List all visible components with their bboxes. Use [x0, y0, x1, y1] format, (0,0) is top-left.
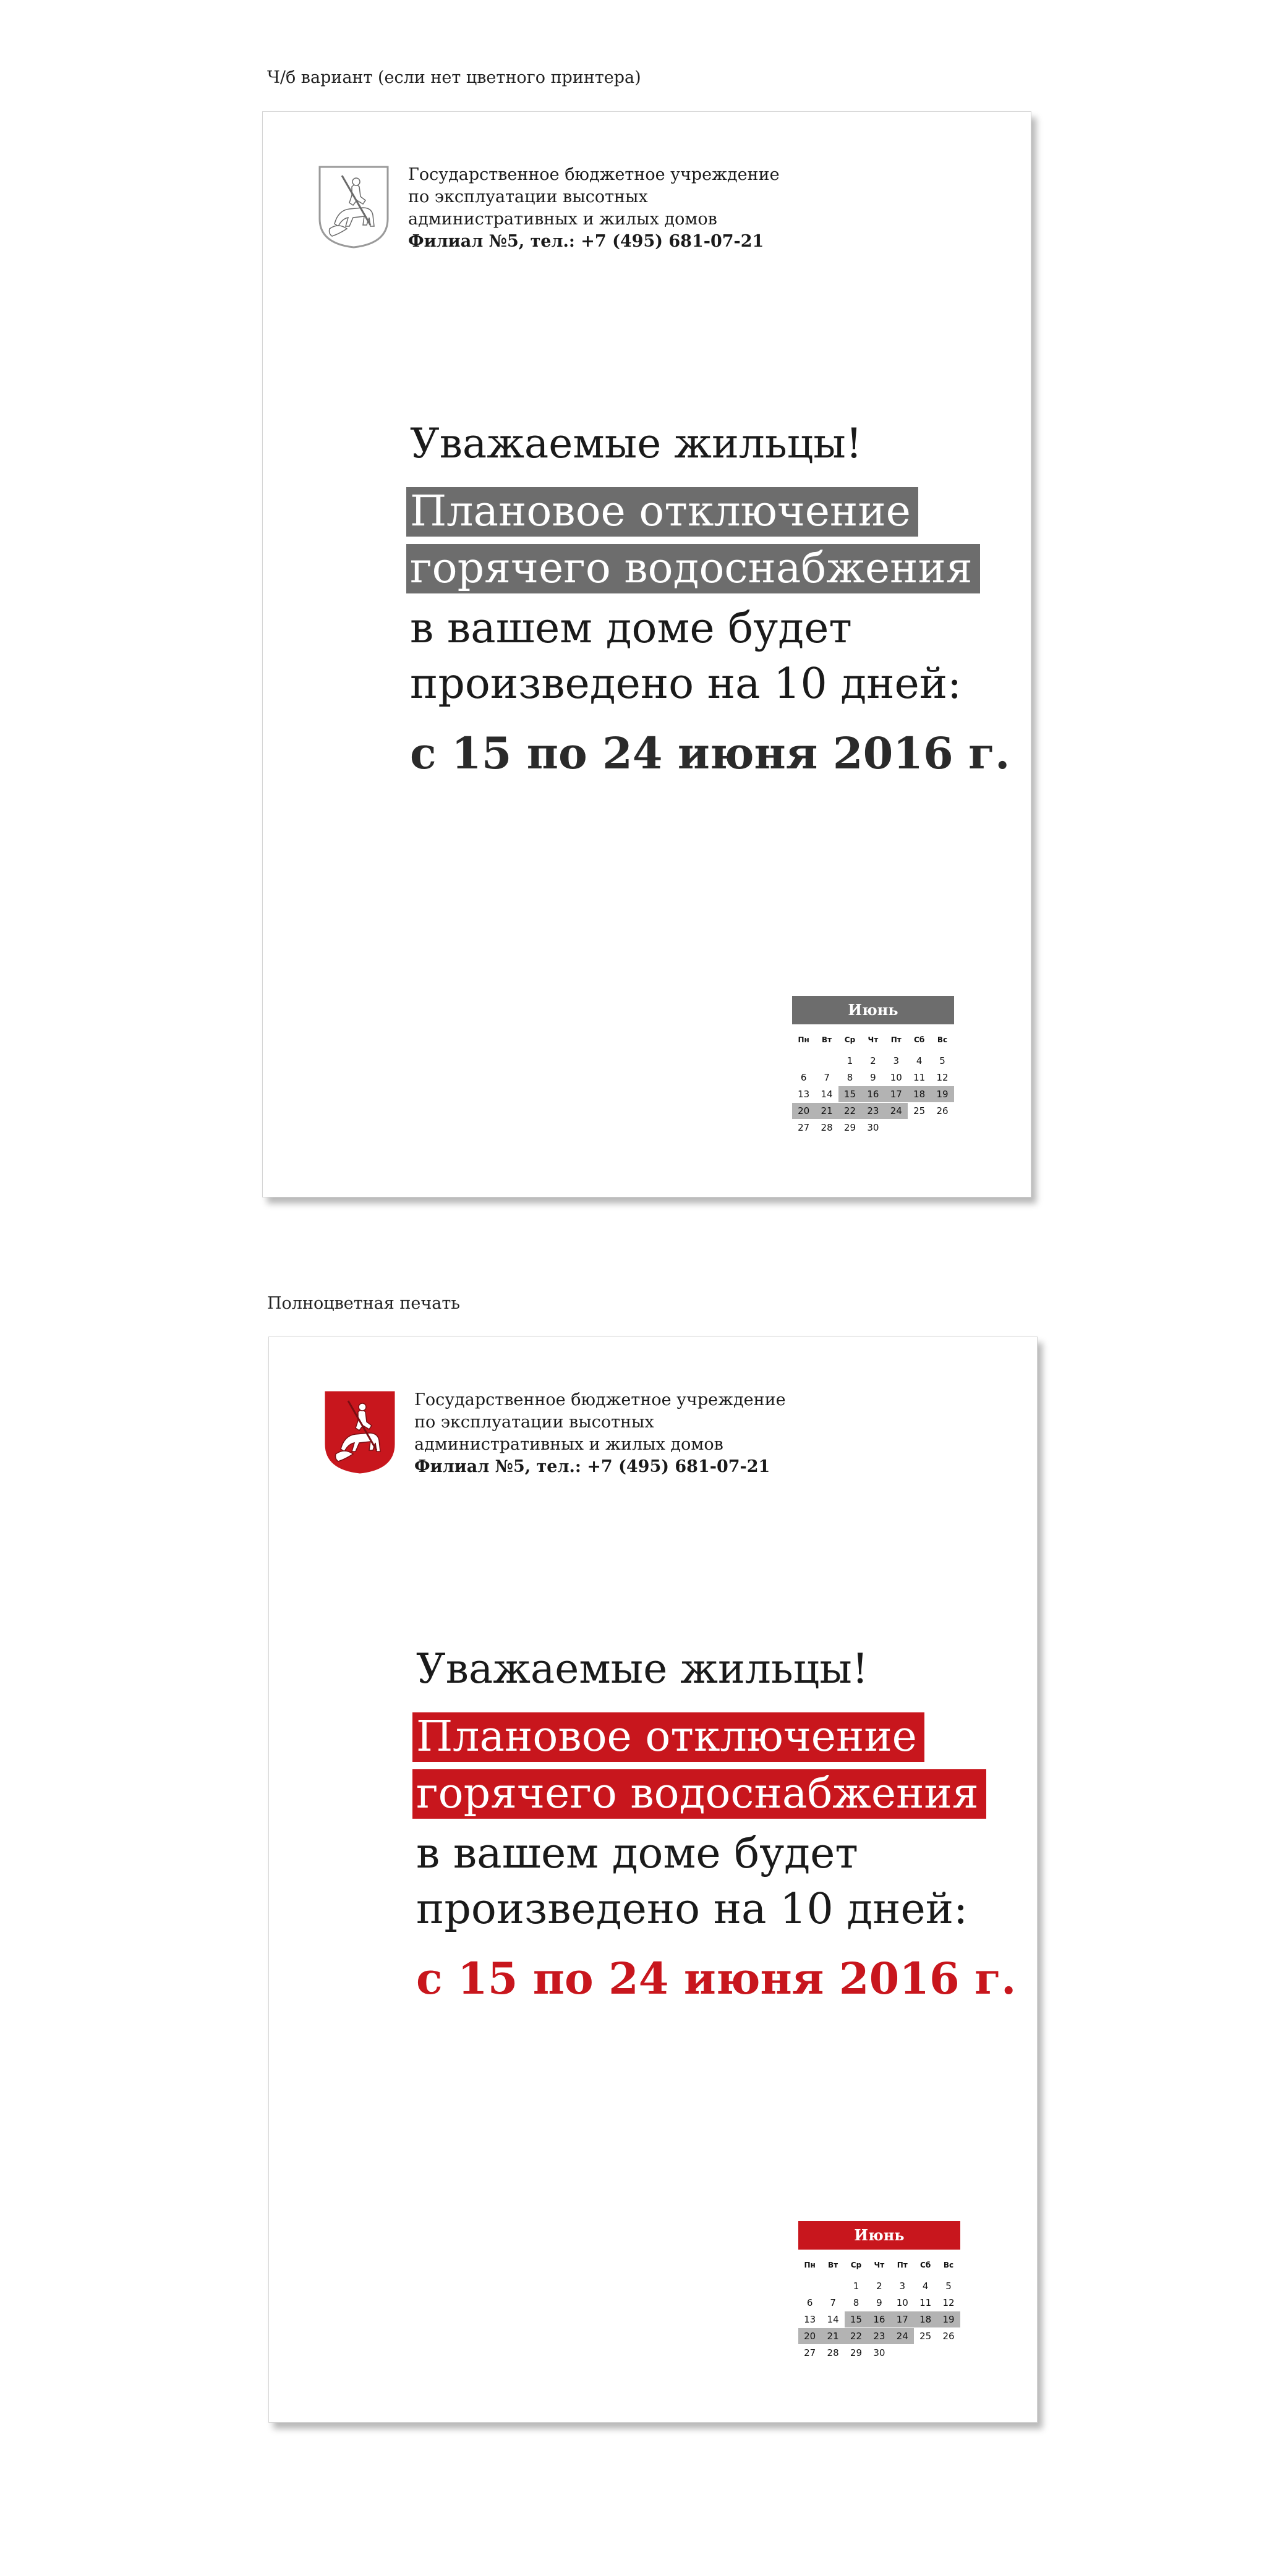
calendar-weekdays [798, 2257, 960, 2273]
weekday-label: Сб [920, 2261, 931, 2269]
calendar-day: 11 [913, 1072, 926, 1083]
calendar-day: 26 [942, 2331, 955, 2342]
calendar-week [792, 1103, 954, 1119]
calendar-day [931, 1120, 953, 1136]
calendar-day: 21 [815, 1103, 838, 1119]
body-line: в вашем доме будет [416, 1829, 858, 1878]
org-line: по эксплуатации высотных [414, 1413, 654, 1432]
calendar-day: 28 [821, 1122, 833, 1133]
calendar-day: 7 [824, 1072, 830, 1083]
calendar-day: 21 [821, 2328, 844, 2344]
calendar-day: 2 [876, 2281, 882, 2292]
calendar-day: 16 [861, 1086, 884, 1102]
notice-sheet-bw [262, 111, 1031, 1197]
weekday-label: Пн [798, 1035, 809, 1044]
calendar-day: 17 [885, 1086, 908, 1102]
calendar-day: 26 [936, 1105, 949, 1116]
calendar-day: 16 [868, 2311, 890, 2327]
calendar-week [798, 2295, 960, 2311]
calendar-day: 18 [908, 1086, 931, 1102]
organization-header [414, 1389, 786, 1478]
calendar-day: 1 [853, 2281, 859, 2292]
notice-sheet-color [268, 1337, 1038, 2423]
org-line: Государственное бюджетное учреждение [408, 165, 780, 184]
calendar-day: 12 [942, 2297, 955, 2308]
calendar-day: 6 [806, 2297, 813, 2308]
calendar-day: 12 [936, 1072, 949, 1083]
calendar-day: 19 [937, 2311, 960, 2327]
highlighted-line: горячего водоснабжения [412, 1769, 986, 1819]
calendar-day: 2 [870, 1055, 876, 1066]
variant-caption-bw: Ч/б вариант (если нет цветного принтера) [267, 68, 641, 87]
body-line: произведено на 10 дней: [416, 1885, 968, 1934]
calendar-day: 20 [792, 1103, 815, 1119]
variant-caption-color: Полноцветная печать [267, 1294, 460, 1313]
calendar-day: 24 [891, 2328, 914, 2344]
calendar-day [937, 2345, 960, 2361]
calendar-day: 4 [916, 1055, 923, 1066]
calendar-day: 4 [922, 2281, 929, 2292]
calendar-grid [798, 2257, 960, 2361]
calendar-day: 14 [827, 2314, 839, 2325]
calendar-day: 23 [868, 2328, 890, 2344]
calendar-day [891, 2345, 914, 2361]
calendar-day: 13 [804, 2314, 816, 2325]
calendar-day: 29 [850, 2347, 863, 2358]
weekday-label: Вт [822, 1035, 832, 1044]
calendar-day: 8 [847, 1072, 853, 1083]
calendar-day: 20 [798, 2328, 821, 2344]
weekday-label: Пн [804, 2261, 816, 2269]
june-calendar [792, 996, 954, 1136]
notice-body [416, 1643, 1016, 2007]
weekday-label: Пт [897, 2261, 908, 2269]
calendar-day: 15 [838, 1086, 861, 1102]
outage-date-range: с 15 по 24 июня 2016 г. [416, 1953, 1017, 2004]
calendar-week [792, 1120, 954, 1136]
calendar-day: 18 [914, 2311, 937, 2327]
org-line: административных и жилых домов [408, 210, 717, 229]
calendar-day: 11 [919, 2297, 932, 2308]
org-line: по эксплуатации высотных [408, 187, 648, 206]
calendar-day: 30 [867, 1122, 879, 1133]
calendar-day [908, 1120, 931, 1136]
weekday-label: Ср [844, 1035, 856, 1044]
calendar-day: 5 [939, 1055, 945, 1066]
calendar-week [798, 2278, 960, 2294]
june-calendar [798, 2221, 960, 2361]
calendar-day: 22 [845, 2328, 868, 2344]
calendar-day: 29 [843, 1122, 856, 1133]
calendar-day: 3 [893, 1055, 900, 1066]
calendar-day [815, 1053, 838, 1069]
calendar-month-header: Июнь [792, 996, 954, 1024]
weekday-label: Вс [943, 2261, 954, 2269]
greeting-heading: Уважаемые жильцы! [410, 420, 863, 467]
calendar-day: 15 [845, 2311, 868, 2327]
calendar-day: 7 [830, 2297, 836, 2308]
calendar-month-header: Июнь [798, 2221, 960, 2250]
calendar-day: 10 [896, 2297, 908, 2308]
calendar-day: 28 [827, 2347, 839, 2358]
calendar-day: 19 [931, 1086, 953, 1102]
calendar-day: 9 [876, 2297, 882, 2308]
calendar-day: 3 [899, 2281, 906, 2292]
calendar-week [798, 2345, 960, 2361]
notice-body [410, 418, 1010, 781]
weekday-label: Пт [890, 1035, 902, 1044]
calendar-day [792, 1053, 815, 1069]
calendar-day [885, 1120, 908, 1136]
greeting-heading: Уважаемые жильцы! [416, 1645, 869, 1693]
outage-date-range: с 15 по 24 июня 2016 г. [410, 728, 1010, 779]
calendar-day: 27 [798, 1122, 810, 1133]
calendar-day: 10 [890, 1072, 902, 1083]
calendar-day: 5 [945, 2281, 952, 2292]
calendar-day: 23 [861, 1103, 884, 1119]
calendar-day: 13 [798, 1089, 810, 1100]
body-line: в вашем доме будет [410, 604, 852, 653]
branch-phone-line: Филиал №5, тел.: +7 (495) 681-07-21 [408, 232, 764, 251]
calendar-week [798, 2311, 960, 2327]
calendar-day [798, 2278, 821, 2294]
moscow-coat-of-arms-icon [317, 164, 390, 250]
weekday-label: Чт [874, 2261, 885, 2269]
org-line: Государственное бюджетное учреждение [414, 1390, 786, 1409]
calendar-day: 25 [919, 2331, 932, 2342]
calendar-day: 6 [800, 1072, 807, 1083]
calendar-day: 1 [847, 1055, 853, 1066]
calendar-day: 14 [821, 1089, 833, 1100]
calendar-day: 9 [870, 1072, 876, 1083]
weekday-label: Сб [914, 1035, 925, 1044]
calendar-day: 27 [804, 2347, 816, 2358]
calendar-day [914, 2345, 937, 2361]
calendar-grid [792, 1032, 954, 1136]
calendar-day: 17 [891, 2311, 914, 2327]
moscow-coat-of-arms-icon [323, 1390, 396, 1475]
calendar-week [792, 1086, 954, 1102]
highlighted-line: Плановое отключение [406, 487, 918, 537]
organization-header [408, 164, 780, 253]
calendar-day [821, 2278, 844, 2294]
calendar-weekdays [792, 1032, 954, 1048]
calendar-day: 24 [885, 1103, 908, 1119]
calendar-day: 25 [913, 1105, 926, 1116]
calendar-day: 22 [838, 1103, 861, 1119]
calendar-day: 30 [873, 2347, 885, 2358]
calendar-day: 8 [853, 2297, 859, 2308]
highlighted-line: Плановое отключение [412, 1712, 924, 1762]
org-line: административных и жилых домов [414, 1435, 723, 1454]
weekday-label: Чт [868, 1035, 879, 1044]
calendar-week [792, 1053, 954, 1069]
weekday-label: Вт [828, 2261, 838, 2269]
calendar-week [792, 1069, 954, 1086]
highlighted-line: горячего водоснабжения [406, 544, 980, 593]
weekday-label: Ср [850, 2261, 862, 2269]
calendar-week [798, 2328, 960, 2344]
branch-phone-line: Филиал №5, тел.: +7 (495) 681-07-21 [414, 1457, 770, 1476]
body-line: произведено на 10 дней: [410, 660, 962, 708]
weekday-label: Вс [937, 1035, 948, 1044]
